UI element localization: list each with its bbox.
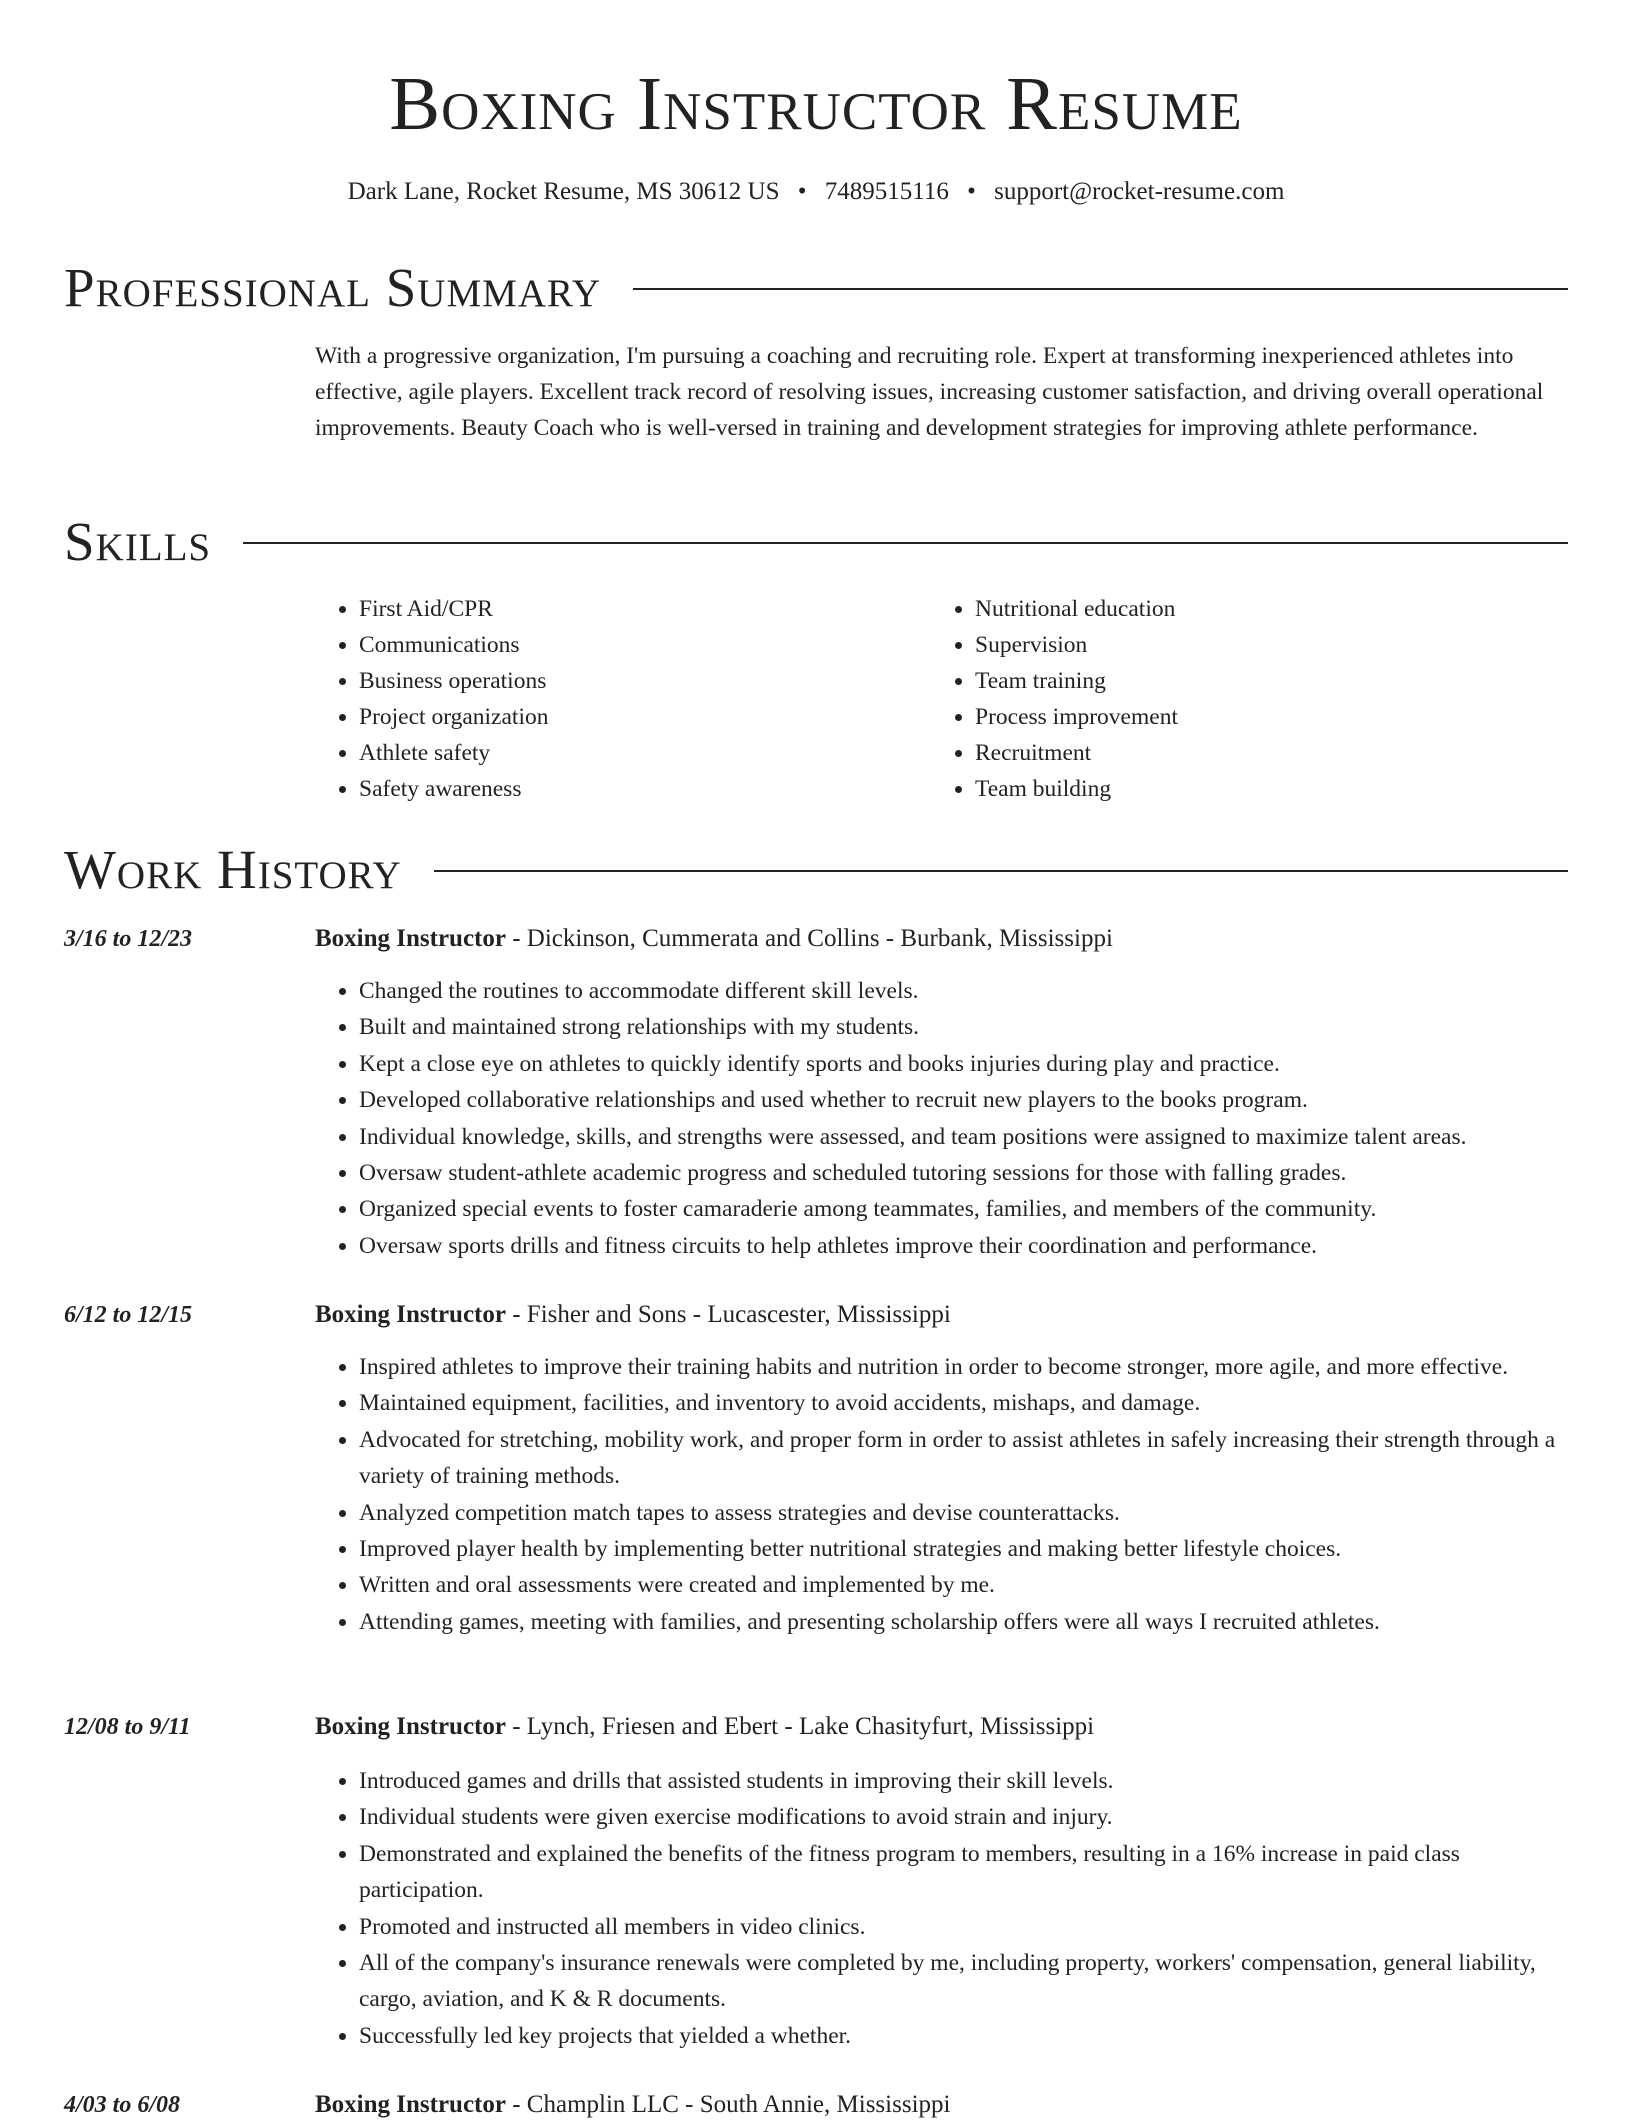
contact-phone: 7489515116 bbox=[824, 178, 949, 205]
job-title-line bbox=[315, 1709, 1571, 1745]
job-bullets bbox=[315, 1763, 1571, 2054]
resume-title: Boxing Instructor Resume bbox=[389, 62, 1243, 146]
job-bullet: • Analyzed competition match tapes to assess strategies and devise counterattacks. bbox=[359, 1495, 1571, 1531]
job-title-line bbox=[315, 921, 1571, 957]
summary-heading: Professional Summary bbox=[64, 257, 602, 318]
job-bullet: • Changed the routines to accommodate different skill levels. bbox=[359, 973, 1571, 1009]
job-dates: 4/03 to 6/08 bbox=[64, 2092, 181, 2118]
job-dates: 6/12 to 12/15 bbox=[64, 1302, 193, 1328]
job-bullet: • Oversaw sports drills and fitness circuits to help athletes improve their coordination and performance. bbox=[359, 1228, 1571, 1264]
skills-column-right bbox=[931, 591, 1547, 807]
job-bullet: • Written and oral assessments were created and implemented by me. bbox=[359, 1567, 1571, 1603]
job-role: Boxing Instructor bbox=[315, 2091, 506, 2118]
skill-item: • Team training bbox=[975, 663, 1547, 699]
skills-heading: Skills bbox=[64, 511, 212, 572]
job-bullet: • Inspired athletes to improve their training habits and nutrition in order to become stronger, more agile, and more effective. bbox=[359, 1349, 1571, 1385]
job-employer: - Lynch, Friesen and Ebert - Lake Chasityfurt, Mississippi bbox=[505, 1713, 1095, 1740]
job-bullet: • Individual knowledge, skills, and strengths were assessed, and team positions were assigned to maximize talent areas. bbox=[359, 1119, 1571, 1155]
skill-item: • Athlete safety bbox=[359, 735, 931, 771]
job-bullets bbox=[315, 973, 1571, 1264]
skill-item: • Team building bbox=[975, 771, 1547, 807]
job-role: Boxing Instructor bbox=[315, 1301, 506, 1328]
job-bullet: • Organized special events to foster camaraderie among teammates, families, and members of the community. bbox=[359, 1191, 1571, 1227]
job-bullet: • Promoted and instructed all members in video clinics. bbox=[359, 1909, 1571, 1945]
section-divider bbox=[633, 288, 1568, 290]
skill-item: • First Aid/CPR bbox=[359, 591, 931, 627]
job-bullet: • Oversaw student-athlete academic progress and scheduled tutoring sessions for those with falling grades. bbox=[359, 1155, 1571, 1191]
job-role: Boxing Instructor bbox=[315, 1713, 506, 1740]
job-bullets bbox=[315, 1349, 1571, 1640]
skill-item: • Safety awareness bbox=[359, 771, 931, 807]
job-title-line bbox=[315, 1297, 1571, 1333]
job-bullet: • Successfully led key projects that yielded a whether. bbox=[359, 2018, 1571, 2054]
job-bullet: • Attending games, meeting with families, and presenting scholarship offers were all ways I recruited athletes. bbox=[359, 1604, 1571, 1640]
skill-item: • Communications bbox=[359, 627, 931, 663]
skills-list bbox=[315, 591, 1571, 807]
job-bullet: • Individual students were given exercise modifications to avoid strain and injury. bbox=[359, 1799, 1571, 1835]
section-divider bbox=[243, 542, 1568, 544]
job-employer: - Fisher and Sons - Lucascester, Mississippi bbox=[505, 1301, 951, 1328]
skills-section-header bbox=[64, 510, 1568, 574]
job-dates: 3/16 to 12/23 bbox=[64, 926, 193, 952]
job-bullet: • Built and maintained strong relationships with my students. bbox=[359, 1009, 1571, 1045]
job-bullet: • Improved player health by implementing better nutritional strategies and making better lifestyle choices. bbox=[359, 1531, 1571, 1567]
summary-text: With a progressive organization, I'm pursuing a coaching and recruiting role. Expert at transforming inexperienced athletes into effective, agile players. Excellent track record of resolving issues, increasing customer satisfaction, and driving overall operational improvements. Beauty Coach who is well-versed in training and development strategies for improving athlete performance. bbox=[315, 343, 1544, 441]
skill-item: • Supervision bbox=[975, 627, 1547, 663]
job-employer: - Champlin LLC - South Annie, Mississippi bbox=[505, 2091, 951, 2118]
job-role: Boxing Instructor bbox=[315, 925, 506, 952]
job-bullet: • Introduced games and drills that assisted students in improving their skill levels. bbox=[359, 1763, 1571, 1799]
contact-email: support@rocket-resume.com bbox=[994, 178, 1285, 205]
skill-item: • Recruitment bbox=[975, 735, 1547, 771]
skill-item: • Business operations bbox=[359, 663, 931, 699]
job-bullet: • Kept a close eye on athletes to quickly identify sports and books injuries during play and practice. bbox=[359, 1046, 1571, 1082]
job-employer: - Dickinson, Cummerata and Collins - Burbank, Mississippi bbox=[505, 925, 1113, 952]
contact-address: Dark Lane, Rocket Resume, MS 30612 US bbox=[347, 178, 780, 205]
contact-line bbox=[0, 174, 1632, 210]
job-bullet: • All of the company's insurance renewals were completed by me, including property, workers' compensation, general liability, cargo, aviation, and K & R documents. bbox=[359, 1945, 1571, 2018]
job-bullet: • Demonstrated and explained the benefits of the fitness program to members, resulting in a 16% increase in paid class participation. bbox=[359, 1836, 1571, 1909]
contact-separator: • bbox=[967, 178, 976, 205]
skill-item: • Process improvement bbox=[975, 699, 1547, 735]
job-title-line bbox=[315, 2087, 1571, 2123]
job-bullet: • Maintained equipment, facilities, and inventory to avoid accidents, mishaps, and damage. bbox=[359, 1385, 1571, 1421]
skill-item: • Nutritional education bbox=[975, 591, 1547, 627]
skill-item: • Project organization bbox=[359, 699, 931, 735]
summary-section-header bbox=[64, 256, 1568, 320]
skills-column-left bbox=[315, 591, 931, 807]
work-section-header bbox=[64, 838, 1568, 902]
section-divider bbox=[434, 870, 1568, 872]
job-bullet: • Developed collaborative relationships and used whether to recruit new players to the books program. bbox=[359, 1082, 1571, 1118]
job-bullet: • Advocated for stretching, mobility work, and proper form in order to assist athletes in safely increasing their strength through a variety of training methods. bbox=[359, 1422, 1571, 1495]
contact-separator: • bbox=[797, 178, 807, 205]
work-heading: Work History bbox=[64, 839, 402, 900]
job-dates: 12/08 to 9/11 bbox=[64, 1714, 191, 1740]
